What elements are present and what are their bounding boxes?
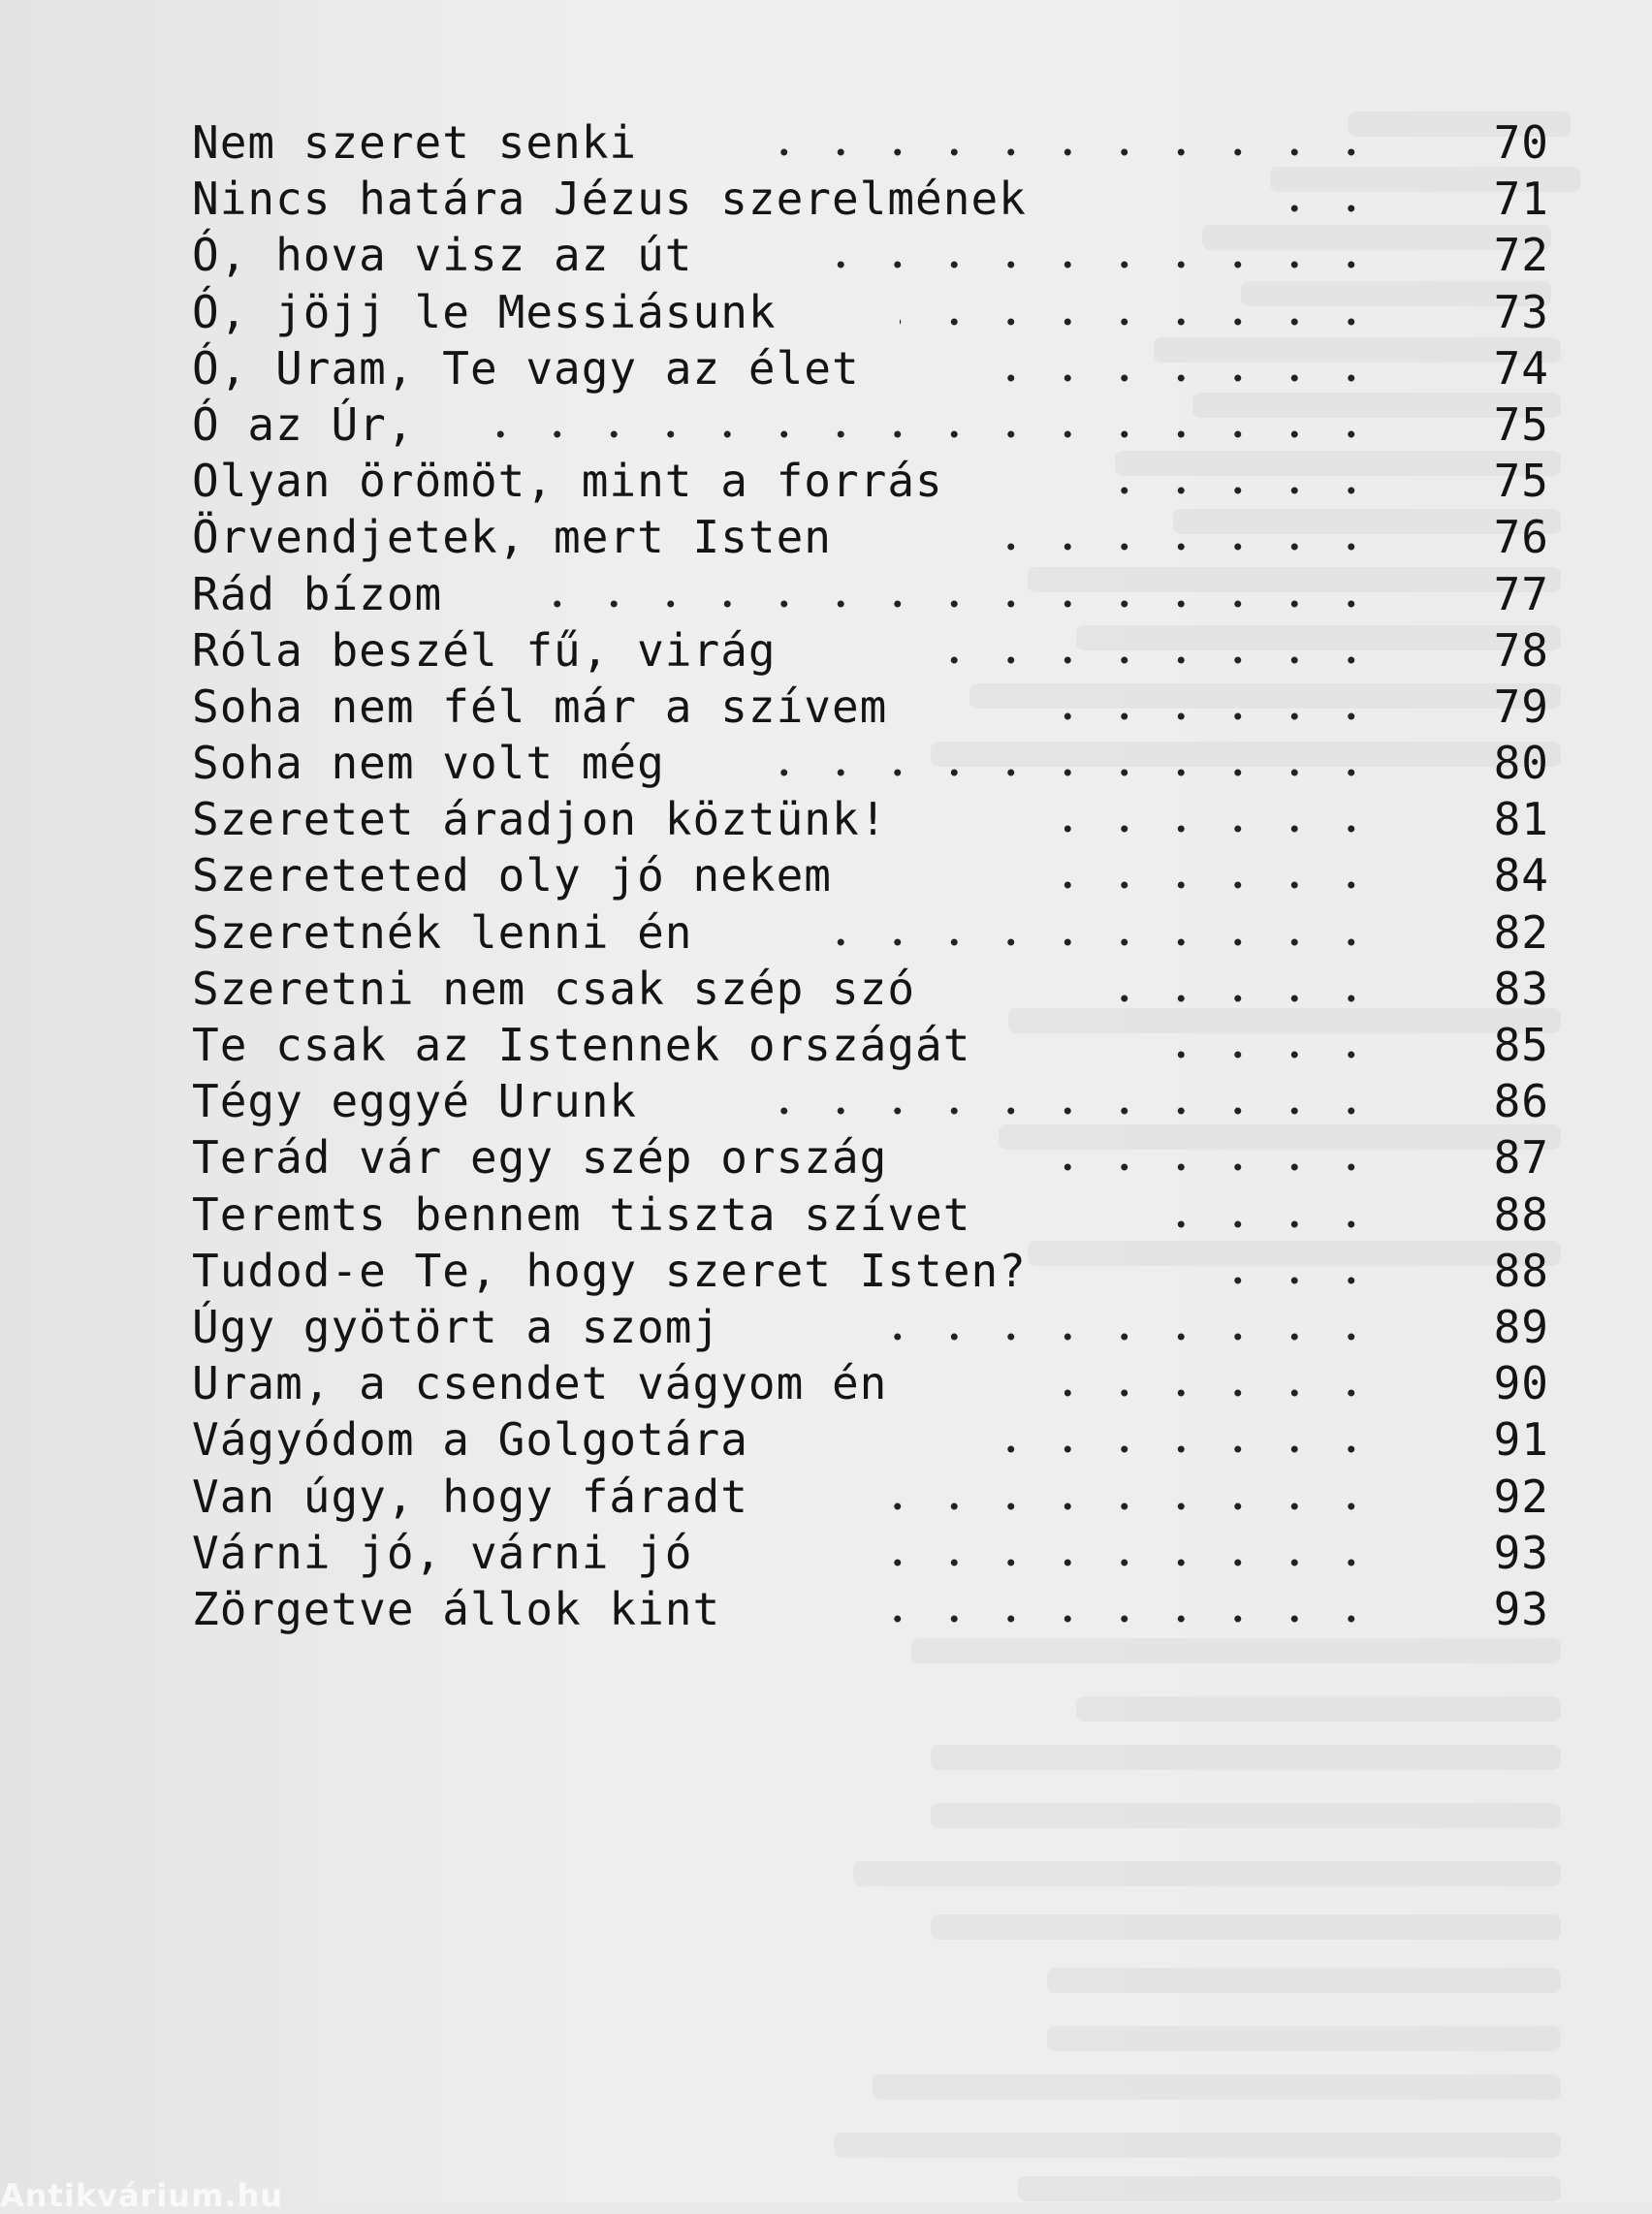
toc-entry bbox=[192, 961, 1549, 1017]
toc-entry-title: Rád bízom bbox=[192, 567, 443, 620]
toc-entry-title: Ó, hova visz az út bbox=[192, 229, 693, 282]
toc-entry-title: Terád vár egy szép ország bbox=[192, 1131, 888, 1185]
toc-entry-title: Soha nem volt még bbox=[192, 737, 665, 790]
table-of-contents bbox=[192, 114, 1549, 1637]
toc-entry bbox=[192, 227, 1549, 283]
toc-entry-page: 92 bbox=[1493, 1470, 1549, 1523]
watermark: Antikvárium.hu bbox=[0, 2177, 284, 2214]
toc-entry-page: 93 bbox=[1493, 1526, 1549, 1579]
toc-entry bbox=[192, 1073, 1549, 1129]
toc-entry-title: Nem szeret senki bbox=[192, 116, 638, 169]
toc-entry bbox=[192, 679, 1549, 735]
toc-entry-page: 72 bbox=[1493, 229, 1549, 282]
toc-entry bbox=[192, 1355, 1549, 1411]
toc-entry-page: 71 bbox=[1493, 173, 1549, 226]
toc-entry-title: Várni jó, várni jó bbox=[192, 1526, 693, 1579]
toc-entry bbox=[192, 1299, 1549, 1355]
dot-leader bbox=[837, 937, 1380, 947]
dot-leader bbox=[1171, 1050, 1380, 1060]
dot-leader bbox=[914, 655, 1380, 665]
dot-leader bbox=[963, 1444, 1380, 1454]
toc-entry-title: Tégy eggyé Urunk bbox=[192, 1075, 638, 1128]
toc-entry-title: Szereteted oly jó nekem bbox=[192, 849, 832, 902]
toc-entry-title: Örvendjetek, mert Isten bbox=[192, 511, 832, 564]
toc-entry-page: 91 bbox=[1493, 1413, 1549, 1467]
toc-entry-page: 93 bbox=[1493, 1582, 1549, 1635]
toc-entry bbox=[192, 566, 1549, 622]
toc-entry-page: 73 bbox=[1493, 285, 1549, 338]
toc-entry-page: 89 bbox=[1493, 1300, 1549, 1353]
dot-leader bbox=[963, 542, 1380, 552]
toc-entry-title: Róla beszél fű, virág bbox=[192, 623, 777, 677]
toc-entry bbox=[192, 114, 1549, 171]
dot-leader bbox=[851, 1558, 1380, 1567]
toc-entry-title: Ó, jöjj le Messiásunk bbox=[192, 285, 777, 338]
toc-entry bbox=[192, 735, 1549, 791]
toc-entry bbox=[192, 1186, 1549, 1243]
toc-entry bbox=[192, 284, 1549, 340]
toc-entry-page: 90 bbox=[1493, 1357, 1549, 1410]
toc-entry-title: Ó, Uram, Te vagy az élet bbox=[192, 341, 860, 395]
dot-leader bbox=[1064, 1388, 1380, 1398]
dot-leader bbox=[987, 373, 1380, 383]
dot-leader bbox=[1035, 880, 1380, 890]
dot-leader bbox=[900, 317, 1380, 327]
toc-entry-page: 77 bbox=[1493, 567, 1549, 620]
toc-entry-title: Teremts bennem tiszta szívet bbox=[192, 1187, 971, 1241]
toc-entry bbox=[192, 171, 1549, 227]
toc-entry-page: 80 bbox=[1493, 737, 1549, 790]
toc-entry-page: 70 bbox=[1493, 116, 1549, 169]
toc-entry bbox=[192, 847, 1549, 903]
toc-entry bbox=[192, 340, 1549, 396]
toc-entry-page: 76 bbox=[1493, 511, 1549, 564]
toc-entry bbox=[192, 1129, 1549, 1186]
toc-entry-page: 82 bbox=[1493, 905, 1549, 959]
dot-leader bbox=[1064, 824, 1380, 834]
toc-entry-page: 74 bbox=[1493, 341, 1549, 395]
toc-entry-page: 79 bbox=[1493, 680, 1549, 733]
toc-entry bbox=[192, 453, 1549, 509]
dot-leader bbox=[1118, 486, 1380, 495]
dot-leader bbox=[492, 429, 1380, 439]
toc-entry bbox=[192, 1525, 1549, 1581]
toc-entry bbox=[192, 1017, 1549, 1073]
dot-leader bbox=[812, 260, 1380, 269]
dot-leader bbox=[1035, 1162, 1380, 1172]
toc-entry-page: 81 bbox=[1493, 793, 1549, 846]
dot-leader bbox=[517, 599, 1380, 609]
toc-entry bbox=[192, 1469, 1549, 1525]
toc-entry bbox=[192, 1411, 1549, 1468]
toc-entry-title: Nincs határa Jézus szerelmének bbox=[192, 173, 1027, 226]
toc-entry-page: 86 bbox=[1493, 1075, 1549, 1128]
dot-leader bbox=[846, 1332, 1380, 1342]
toc-entry-title: Vágyódom a Golgotára bbox=[192, 1413, 748, 1467]
toc-entry-title: Uram, a csendet vágyom én bbox=[192, 1357, 888, 1410]
toc-entry-title: Soha nem fél már a szívem bbox=[192, 680, 888, 733]
toc-entry-title: Zörgetve állok kint bbox=[192, 1582, 721, 1635]
toc-entry bbox=[192, 396, 1549, 453]
toc-entry-page: 87 bbox=[1493, 1131, 1549, 1185]
dot-leader bbox=[769, 768, 1380, 777]
toc-entry-page: 84 bbox=[1493, 849, 1549, 902]
toc-entry bbox=[192, 1581, 1549, 1637]
toc-entry-page: 88 bbox=[1493, 1244, 1549, 1297]
toc-entry-title: Szeretet áradjon köztünk! bbox=[192, 793, 888, 846]
toc-entry-title: Tudod-e Te, hogy szeret Isten? bbox=[192, 1244, 1027, 1297]
dot-leader bbox=[1094, 994, 1380, 1003]
toc-entry bbox=[192, 1243, 1549, 1299]
toc-entry bbox=[192, 904, 1549, 961]
dot-leader bbox=[1035, 712, 1380, 721]
toc-entry-page: 88 bbox=[1493, 1187, 1549, 1241]
dot-leader bbox=[1171, 1219, 1380, 1229]
dot-leader bbox=[890, 1502, 1380, 1511]
toc-entry-title: Te csak az Istennek országát bbox=[192, 1019, 971, 1071]
dot-leader bbox=[861, 1614, 1380, 1624]
dot-leader bbox=[1229, 1276, 1380, 1285]
toc-entry-page: 75 bbox=[1493, 397, 1549, 451]
toc-entry bbox=[192, 622, 1549, 679]
toc-entry-page: 85 bbox=[1493, 1019, 1549, 1071]
toc-entry-page: 75 bbox=[1493, 455, 1549, 508]
dot-leader bbox=[740, 1106, 1380, 1116]
toc-entry-title: Úgy gyötört a szomj bbox=[192, 1300, 721, 1353]
dot-leader bbox=[759, 147, 1380, 157]
toc-entry-title: Ó az Úr, bbox=[192, 397, 415, 451]
toc-entry-page: 83 bbox=[1493, 962, 1549, 1015]
toc-entry bbox=[192, 791, 1549, 847]
toc-entry-title: Olyan örömöt, mint a forrás bbox=[192, 455, 943, 508]
toc-entry-title: Szeretnék lenni én bbox=[192, 905, 693, 959]
dot-leader bbox=[1278, 204, 1380, 213]
toc-entry-page: 78 bbox=[1493, 623, 1549, 677]
toc-entry bbox=[192, 509, 1549, 565]
toc-entry-title: Szeretni nem csak szép szó bbox=[192, 962, 916, 1015]
toc-entry-title: Van úgy, hogy fáradt bbox=[192, 1470, 748, 1523]
